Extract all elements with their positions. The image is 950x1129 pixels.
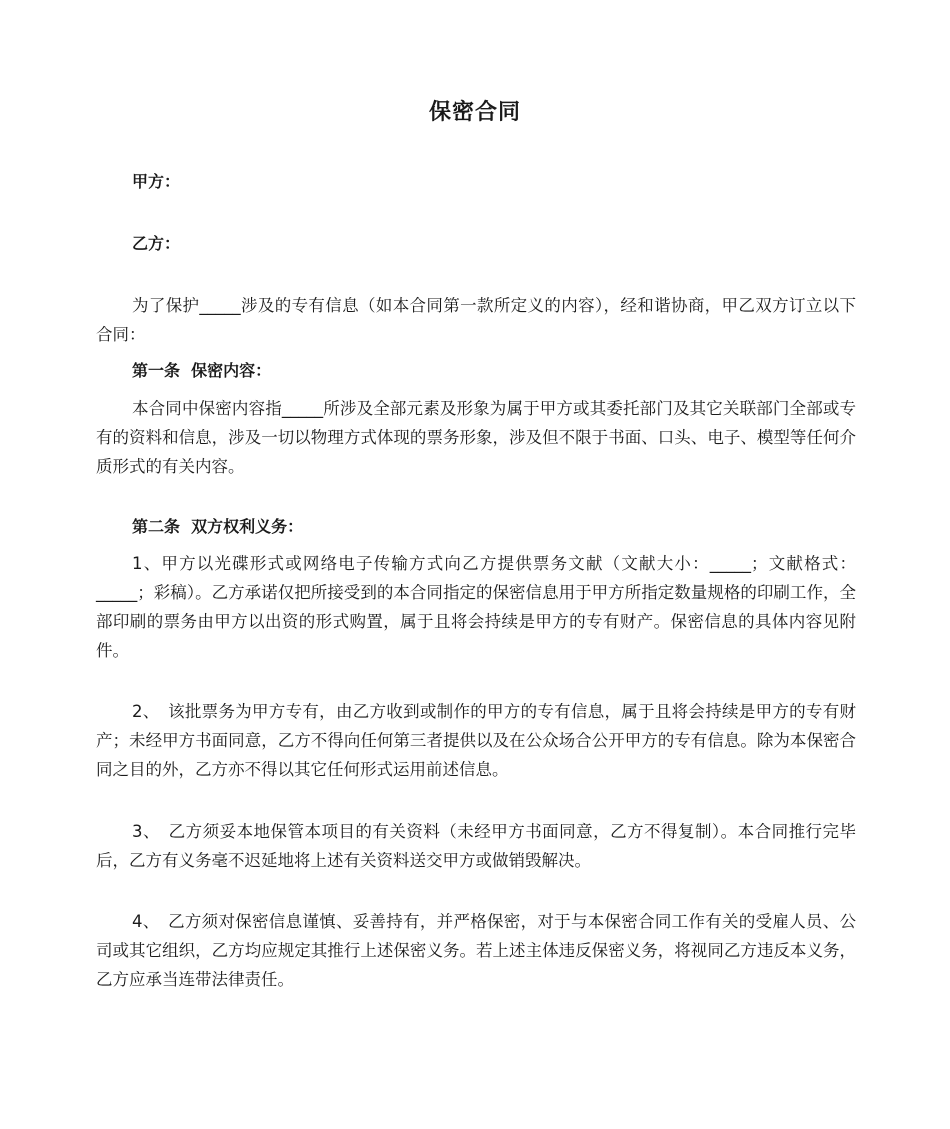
party-a-label: 甲方： (132, 172, 181, 191)
intro-paragraph: 为了保护_____涉及的专有信息（如本合同第一款所定义的内容），经和谐协商，甲乙双方订立以下合同： (96, 296, 856, 344)
article-1-heading: 第一条 保密内容： (132, 361, 272, 380)
article-2-heading: 第二条 双方权利义务： (132, 517, 304, 536)
article-2-item-4: 4、 乙方须对保密信息谨慎、妥善持有，并严格保密，对于与本保密合同工作有关的受雇人员、公司或其它组织，乙方均应规定其推行上述保密义务。若上述主体违反保密义务，将视同乙方违反本义务，乙方应承当连带法律责任。 (96, 912, 856, 989)
party-b-label: 乙方： (132, 234, 181, 253)
page-title: 保密合同 (428, 100, 521, 125)
article-2-item-2: 2、 该批票务为甲方专有，由乙方收到或制作的甲方的专有信息，属于且将会持续是甲方的专有财产；未经甲方书面同意，乙方不得向任何第三者提供以及在公众场合公开甲方的专有信息。除为本保密合同之目的外，乙方亦不得以其它任何形式运用前述信息。 (96, 702, 856, 779)
article-2-item-3: 3、 乙方须妥本地保管本项目的有关资料（未经甲方书面同意，乙方不得复制）。本合同推行完毕后，乙方有义务毫不迟延地将上述有关资料送交甲方或做销毁解决。 (96, 822, 856, 870)
article-2-item-1: 1、甲方以光碟形式或网络电子传输方式向乙方提供票务文献（文献大小：_____；文献格式：_____；彩稿）。乙方承诺仅把所接受到的本合同指定的保密信息用于甲方所指定数量规格的印刷工作，全部印刷的票务由甲方以出资的形式购置，属于且将会持续是甲方的专有财产。保密信息的具体内容见附件。 (96, 554, 856, 660)
article-1-body: 本合同中保密内容指_____所涉及全部元素及形象为属于甲方或其委托部门及其它关联部门全部或专有的资料和信息，涉及一切以物理方式体现的票务形象，涉及但不限于书面、口头、电子、模型等任何介质形式的有关内容。 (96, 399, 856, 476)
